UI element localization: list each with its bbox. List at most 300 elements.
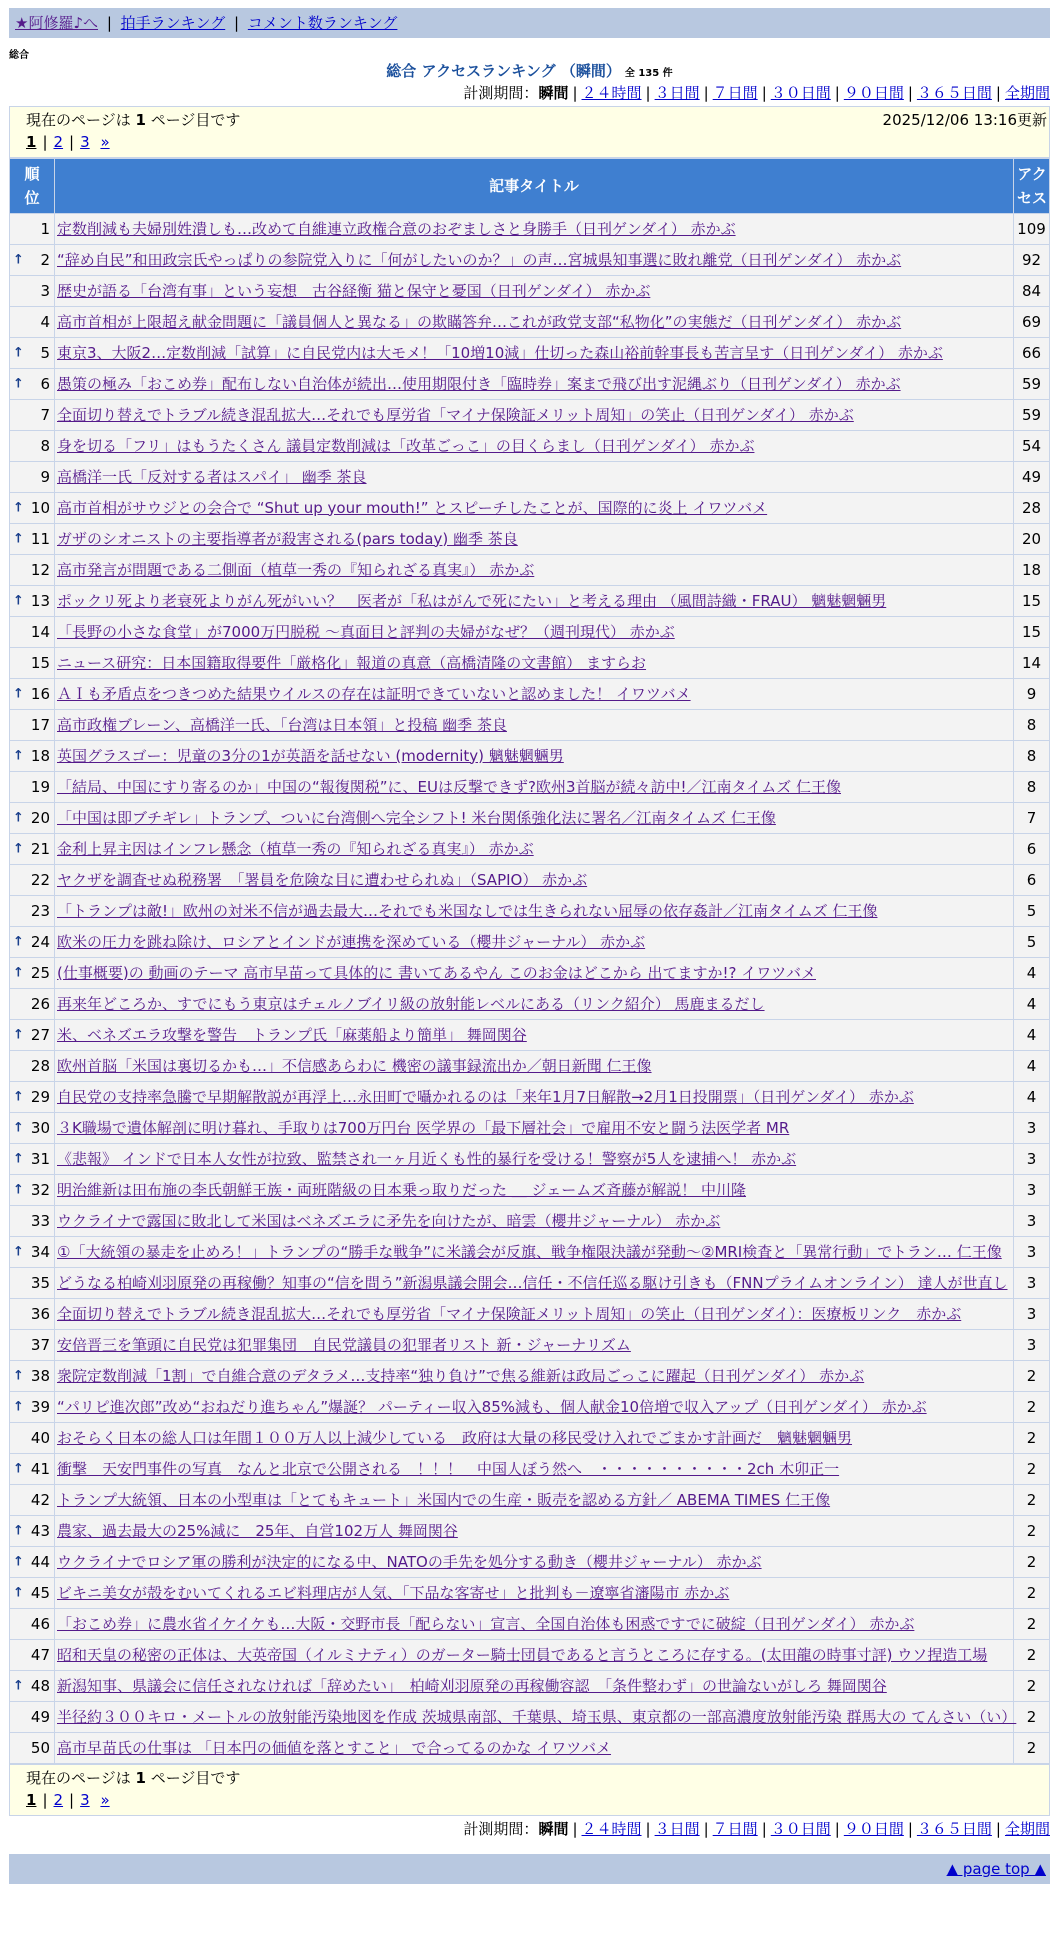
ranking-heading — [9, 60, 1050, 80]
table-row — [10, 741, 1050, 772]
table-row — [10, 772, 1050, 803]
table-row — [10, 245, 1050, 276]
access-count: 49 — [1014, 462, 1050, 493]
rank-number: 29 — [30, 1088, 50, 1106]
access-count: 15 — [1014, 586, 1050, 617]
article-link[interactable]: ポックリ死より老衰死よりがん死がいい？ 医者が「私はがんで死にたい」と考える理由 （風間詩織・FRAU） 魑魅魍魎男 — [57, 591, 887, 610]
rank-number: 21 — [30, 840, 50, 858]
access-count: 2 — [1014, 1640, 1050, 1671]
article-link[interactable]: 衝撃 天安門事件の写真 なんと北京で公開される ！！！ 中国人ぼう然へ ・・・・・・・・・・2ch 木卯正一 — [57, 1459, 840, 1478]
title-cell — [55, 276, 1014, 307]
article-link[interactable]: 定数削減も夫婦別姓潰しも…改めて自維連立政権合意のおぞましさと身勝手（日刊ゲンダイ） 赤かぶ — [57, 219, 736, 238]
table-row — [10, 1671, 1050, 1702]
title-cell — [55, 1361, 1014, 1392]
total-count: 全 135 件 — [624, 68, 673, 79]
access-header — [1014, 159, 1050, 214]
title-cell — [55, 338, 1014, 369]
pagination-next[interactable]: » — [100, 133, 110, 151]
pagination-separator: | — [42, 1791, 48, 1809]
table-row — [10, 493, 1050, 524]
table-row — [10, 865, 1050, 896]
title-cell — [55, 865, 1014, 896]
rank-cell — [10, 245, 55, 276]
period-separator: | — [703, 1820, 709, 1838]
table-header-row — [10, 159, 1050, 214]
rank-number: 13 — [30, 592, 50, 610]
title-cell — [55, 1175, 1014, 1206]
access-count: 14 — [1014, 648, 1050, 679]
period-link[interactable]: ３０日間 — [770, 84, 831, 102]
title-cell — [55, 1423, 1014, 1454]
rank-cell — [10, 1454, 55, 1485]
access-count: 2 — [1014, 1361, 1050, 1392]
rank-number: 22 — [30, 871, 50, 889]
title-cell — [55, 1733, 1014, 1764]
title-cell — [55, 307, 1014, 338]
access-count: 109 — [1014, 214, 1050, 245]
up-arrow-icon: ↑ — [13, 810, 24, 826]
access-count: 54 — [1014, 431, 1050, 462]
pager-status-row — [26, 109, 1049, 131]
access-count: 2 — [1014, 1733, 1050, 1764]
rank-number: 7 — [40, 406, 50, 424]
title-cell — [55, 1485, 1014, 1516]
period-link[interactable]: 全期間 — [1004, 84, 1050, 102]
article-link[interactable]: 自民党の支持率急騰で早期解散説が再浮上…永田町で囁かれるのは「来年1月7日解散→2月1日投開票」（日刊ゲンダイ） 赤かぶ — [57, 1087, 914, 1106]
table-row — [10, 276, 1050, 307]
period-link[interactable]: ２４時間 — [581, 1820, 642, 1838]
rank-cell — [10, 927, 55, 958]
up-arrow-icon: ↑ — [13, 748, 24, 764]
table-row — [10, 1268, 1050, 1299]
access-header-label: アクセス — [1016, 165, 1047, 207]
period-link[interactable]: ７日間 — [712, 84, 758, 102]
rank-cell — [10, 679, 55, 710]
table-row — [10, 896, 1050, 927]
title-cell — [55, 1330, 1014, 1361]
title-cell — [55, 958, 1014, 989]
period-selector-bottom — [9, 1816, 1050, 1842]
period-link[interactable]: ７日間 — [712, 1820, 758, 1838]
table-row — [10, 1609, 1050, 1640]
up-arrow-icon: ↑ — [13, 1151, 24, 1167]
title-cell — [55, 772, 1014, 803]
period-link[interactable]: ３６５日間 — [916, 1820, 992, 1838]
access-count: 2 — [1014, 1702, 1050, 1733]
title-cell — [55, 1547, 1014, 1578]
top-nav-bar — [9, 8, 1050, 38]
rank-cell — [10, 1082, 55, 1113]
up-arrow-icon: ↑ — [13, 252, 24, 268]
up-arrow-icon: ↑ — [13, 500, 24, 516]
up-arrow-icon: ↑ — [13, 1399, 24, 1415]
table-row — [10, 1175, 1050, 1206]
period-separator: | — [995, 84, 1001, 102]
access-count: 4 — [1014, 958, 1050, 989]
article-link[interactable]: 「結局、中国にすり寄るのか」中国の“報復関税”に、EUは反撃できず?欧州3首脳が続々訪中!／江南タイムズ 仁王像 — [57, 777, 841, 796]
pagination-next[interactable]: » — [100, 1791, 110, 1809]
rank-cell — [10, 1051, 55, 1082]
access-count: 8 — [1014, 772, 1050, 803]
rank-cell — [10, 1547, 55, 1578]
access-count: 7 — [1014, 803, 1050, 834]
rank-number: 25 — [30, 964, 50, 982]
access-count: 2 — [1014, 1547, 1050, 1578]
table-row — [10, 648, 1050, 679]
title-cell — [55, 648, 1014, 679]
title-header: 記事タイトル — [55, 159, 1014, 214]
access-count: 3 — [1014, 1144, 1050, 1175]
table-row — [10, 462, 1050, 493]
rank-cell — [10, 1578, 55, 1609]
table-row — [10, 1578, 1050, 1609]
title-cell — [55, 1671, 1014, 1702]
access-count: 6 — [1014, 834, 1050, 865]
rank-number: 31 — [30, 1150, 50, 1168]
access-count: 4 — [1014, 989, 1050, 1020]
rank-number: 28 — [30, 1057, 50, 1075]
article-link[interactable]: ニュース研究：日本国籍取得要件「厳格化」報道の真意（高橋清隆の文書館） ますらお — [57, 653, 647, 672]
rank-cell — [10, 338, 55, 369]
table-row — [10, 307, 1050, 338]
up-arrow-icon: ↑ — [13, 1244, 24, 1260]
nav-separator: | — [234, 14, 240, 32]
article-link[interactable]: “辞め自民”和田政宗氏やっぱりの参院党入りに「何がしたいのか？」の声…宮城県知事選に敗れ離党（日刊ゲンダイ） 赤かぶ — [57, 250, 902, 269]
page-title: 総合 アクセスランキング （瞬間） — [386, 62, 621, 80]
pagination-separator: | — [69, 1791, 75, 1809]
rank-cell — [10, 1702, 55, 1733]
rank-number: 14 — [30, 623, 50, 641]
table-row — [10, 958, 1050, 989]
rank-cell — [10, 276, 55, 307]
period-link[interactable]: ３日間 — [654, 84, 700, 102]
rank-number: 10 — [30, 499, 50, 517]
rank-cell — [10, 1330, 55, 1361]
clap-ranking-link[interactable]: 拍手ランキング — [120, 14, 226, 32]
rank-number: 42 — [30, 1491, 50, 1509]
access-count: 92 — [1014, 245, 1050, 276]
up-arrow-icon: ↑ — [13, 1523, 24, 1539]
table-row — [10, 1113, 1050, 1144]
article-link[interactable]: 欧州首脳「米国は裏切るかも…」不信感あらわに 機密の議事録流出か／朝日新聞 仁王像 — [57, 1056, 652, 1075]
article-link[interactable]: 英国グラスゴー：児童の3分の1が英語を話せない (modernity) 魑魅魍魎男 — [57, 746, 564, 765]
rank-number: 6 — [40, 375, 50, 393]
title-cell — [55, 214, 1014, 245]
rank-number: 36 — [30, 1305, 50, 1323]
article-link[interactable]: 高市首相がサウジとの会合で “Shut up your mouth!” とスピーチしたことが、国際的に炎上 イワツバメ — [57, 498, 768, 517]
period-separator: | — [907, 1820, 913, 1838]
rank-number: 40 — [30, 1429, 50, 1447]
title-cell — [55, 400, 1014, 431]
article-link[interactable]: “パリピ進次郎”改め“おねだり進ちゃん”爆誕？ パーティー収入85%減も、個人献金10倍増で収入アップ（日刊ゲンダイ） 赤かぶ — [57, 1397, 927, 1416]
pagination-current: 1 — [26, 1791, 37, 1809]
period-label: 計測期間： — [463, 84, 539, 102]
rank-cell — [10, 400, 55, 431]
title-cell — [55, 462, 1014, 493]
article-link[interactable]: 「おこめ券」に農水省イケイケも…大阪・交野市長「配らない」宣言、全国自治体も困惑ですでに破綻（日刊ゲンダイ） 赤かぶ — [57, 1614, 915, 1633]
title-cell — [55, 1144, 1014, 1175]
pager-top — [9, 106, 1050, 158]
title-cell — [55, 493, 1014, 524]
up-arrow-icon: ↑ — [13, 1368, 24, 1384]
access-count: 2 — [1014, 1454, 1050, 1485]
article-link[interactable]: 衆院定数削減「1割」で自維合意のデタラメ…支持率“独り負け”で焦る維新は政局ごっこに躍起（日刊ゲンダイ） 赤かぶ — [57, 1366, 865, 1385]
table-row — [10, 989, 1050, 1020]
pager-prefix: 現在のページは — [26, 1769, 131, 1787]
up-arrow-icon: ↑ — [13, 1027, 24, 1043]
rank-number: 24 — [30, 933, 50, 951]
pagination-link[interactable]: 3 — [80, 133, 90, 151]
rank-cell — [10, 1299, 55, 1330]
period-separator: | — [761, 84, 767, 102]
rank-cell — [10, 462, 55, 493]
table-row — [10, 710, 1050, 741]
article-link[interactable]: 身を切る「フリ」はもうたくさん 議員定数削減は「改革ごっこ」の目くらまし（日刊ゲンダイ） 赤かぶ — [57, 436, 755, 455]
article-link[interactable]: 東京3、大阪2…定数削減「試算」に自民党内は大モメ！「10増10減」仕切った森山裕前幹事長も苦言呈す（日刊ゲンダイ） 赤かぶ — [57, 343, 943, 362]
title-cell — [55, 1051, 1014, 1082]
table-row — [10, 1392, 1050, 1423]
rank-cell — [10, 1733, 55, 1764]
title-cell — [55, 834, 1014, 865]
ranking-table-body — [10, 214, 1050, 1764]
rank-number: 41 — [30, 1460, 50, 1478]
access-count: 5 — [1014, 927, 1050, 958]
period-current: 瞬間 — [538, 84, 569, 102]
article-link[interactable]: ビキニ美女が殻をむいてくれるエビ料理店が人気、「下品な客寄せ」と批判も－遼寧省瀋陽市 赤かぶ — [57, 1583, 730, 1602]
up-arrow-icon: ↑ — [13, 1585, 24, 1601]
article-link[interactable]: (仕事概要)の 動画のテーマ 高市早苗って具体的に 書いてあるやん このお金はどこから 出てますか!? イワツバメ — [57, 963, 816, 982]
article-link[interactable]: トランプ大統領、日本の小型車は「とてもキュート」米国内での生産・販売を認める方針／ ABEMA TIMES 仁王像 — [57, 1490, 831, 1509]
pager-status — [26, 109, 240, 131]
article-link[interactable]: 明治維新は田布施の李氏朝鮮王族・両班階級の日本乗っ取りだった ＿ ジェームズ斉藤が解説！ 中川隆 — [57, 1180, 747, 1199]
article-link[interactable]: ウクライナでロシア軍の勝利が決定的になる中、NATOの手先を処分する動き（櫻井ジャーナル） 赤かぶ — [57, 1552, 762, 1571]
rank-number: 23 — [30, 902, 50, 920]
title-cell — [55, 1702, 1017, 1733]
article-link[interactable]: 高市政権ブレーン、高橋洋一氏、「台湾は日本領」と投稿 幽季 茶良 — [57, 715, 507, 734]
access-count: 2 — [1014, 1485, 1050, 1516]
table-row — [10, 1361, 1050, 1392]
period-link[interactable]: ３日間 — [654, 1820, 700, 1838]
rank-number: 19 — [30, 778, 50, 796]
title-cell — [55, 679, 1014, 710]
article-link[interactable]: ＡＩも矛盾点をつきつめた結果ウイルスの存在は証明できていないと認めました！ イワツバメ — [57, 684, 691, 703]
title-cell — [55, 586, 1014, 617]
article-link[interactable]: ヤクザを調査せぬ税務署 「署員を危険な目に遭わせられぬ」（SAPIO） 赤かぶ — [57, 870, 588, 889]
article-link[interactable]: 高市早苗氏の仕事は 「日本円の価値を落とすこと」 で合ってるのかな イワツバメ — [57, 1738, 612, 1757]
rank-number: 16 — [30, 685, 50, 703]
article-link[interactable]: 全面切り替えでトラブル続き混乱拡大…それでも厚労省「マイナ保険証メリット周知」の笑止（日刊ゲンダイ）：医療板リンク 赤かぶ — [57, 1304, 962, 1323]
title-cell — [55, 1609, 1014, 1640]
title-cell — [55, 1206, 1014, 1237]
article-link[interactable]: 歴史が語る「台湾有事」という妄想 古谷経衡 猫と保守と憂国（日刊ゲンダイ） 赤かぶ — [57, 281, 651, 300]
rank-number: 39 — [30, 1398, 50, 1416]
rank-cell — [10, 1640, 55, 1671]
rank-number: 38 — [30, 1367, 50, 1385]
period-separator: | — [834, 1820, 840, 1838]
rank-cell — [10, 1206, 55, 1237]
rank-number: 34 — [30, 1243, 50, 1261]
article-link[interactable]: 高市発言が問題である二側面（植草一秀の『知られざる真実』） 赤かぶ — [57, 560, 535, 579]
rank-number: 20 — [30, 809, 50, 827]
table-row — [10, 1640, 1050, 1671]
article-link[interactable]: 新潟知事、県議会に信任されなければ「辞めたい」 柏崎刈羽原発の再稼働容認 「条件整わず」の世論ないがしろ 舞岡関谷 — [57, 1676, 887, 1695]
article-link[interactable]: ウクライナで露国に敗北して米国はベネズエラに矛先を向けたが、暗雲（櫻井ジャーナル） 赤かぶ — [57, 1211, 721, 1230]
rank-cell — [10, 741, 55, 772]
article-link[interactable]: 「長野の小さな食堂」が7000万円脱税 ～真面目と評判の夫婦がなぜ？（週刊現代） 赤かぶ — [57, 622, 675, 641]
article-link[interactable]: 《悲報》 インドで日本人女性が拉致、監禁され一ヶ月近くも性的暴行を受ける！警察が5人を逮捕へ！ 赤かぶ — [57, 1149, 797, 1168]
article-link[interactable]: 農家、過去最大の25%減に 25年、自営102万人 舞岡関谷 — [57, 1521, 458, 1540]
article-link[interactable]: おそらく日本の総人口は年間１００万人以上減少している 政府は大量の移民受け入れでごまかす計画だ 魑魅魍魎男 — [57, 1428, 853, 1447]
access-count: 2 — [1014, 1609, 1050, 1640]
pagination-link[interactable]: 3 — [80, 1791, 90, 1809]
up-arrow-icon: ↑ — [13, 934, 24, 950]
access-count: 4 — [1014, 1020, 1050, 1051]
rank-number: 11 — [30, 530, 50, 548]
title-cell — [55, 1516, 1014, 1547]
article-link[interactable]: 全面切り替えでトラブル続き混乱拡大…それでも厚労省「マイナ保険証メリット周知」の笑止（日刊ゲンダイ） 赤かぶ — [57, 405, 854, 424]
period-link[interactable]: ９０日間 — [843, 84, 904, 102]
pager-prefix: 現在のページは — [26, 111, 131, 129]
comment-ranking-link[interactable]: コメント数ランキング — [247, 14, 398, 32]
table-row — [10, 586, 1050, 617]
pager-suffix: ページ目です — [150, 1769, 241, 1787]
article-link[interactable]: ガザのシオニストの主要指導者が殺害される(pars today) 幽季 茶良 — [57, 529, 518, 548]
article-link[interactable]: 「中国は即ブチギレ」トランプ、ついに台湾側へ完全シフト! 米台関係強化法に署名／江南タイムズ 仁王像 — [57, 808, 776, 827]
article-link[interactable]: 「トランプは敵!」欧州の対米不信が過去最大…それでも米国なしでは生きられない屈辱の依存姦計／江南タイムズ 仁王像 — [57, 901, 878, 920]
title-cell — [55, 1299, 1014, 1330]
access-count: 18 — [1014, 555, 1050, 586]
title-cell — [55, 1237, 1014, 1268]
updated-timestamp: 2025/12/06 13:16更新 — [882, 111, 1047, 129]
rank-number: 45 — [30, 1584, 50, 1602]
pager-status-row — [26, 1767, 1049, 1789]
rank-cell — [10, 1609, 55, 1640]
rank-cell — [10, 1361, 55, 1392]
period-link[interactable]: ３６５日間 — [916, 84, 992, 102]
rank-number: 49 — [30, 1708, 50, 1726]
rank-number: 30 — [30, 1119, 50, 1137]
article-link[interactable]: 欧米の圧力を跳ね除け、ロシアとインドが連携を深めている（櫻井ジャーナル） 赤かぶ — [57, 932, 646, 951]
article-link[interactable]: 安倍晋三を筆頭に自民党は犯罪集団 自民党議員の犯罪者リスト 新・ジャーナリズム — [57, 1335, 631, 1354]
article-link[interactable]: ３K職場で遺体解剖に明け暮れ、手取りは700万円台 医学界の「最下層社会」で雇用不安と闘う法医学者 MR — [57, 1118, 790, 1137]
article-link[interactable]: 金利上昇主因はインフレ懸念（植草一秀の『知られざる真実』） 赤かぶ — [57, 839, 534, 858]
rank-number: 5 — [40, 344, 50, 362]
access-count: 59 — [1014, 400, 1050, 431]
rank-number: 46 — [30, 1615, 50, 1633]
access-count: 6 — [1014, 865, 1050, 896]
period-separator: | — [645, 84, 651, 102]
title-cell — [55, 369, 1014, 400]
up-arrow-icon: ↑ — [13, 593, 24, 609]
table-row — [10, 1423, 1050, 1454]
table-row — [10, 1485, 1050, 1516]
period-link[interactable]: 全期間 — [1004, 1820, 1050, 1838]
table-row — [10, 214, 1050, 245]
rank-cell — [10, 772, 55, 803]
table-row — [10, 400, 1050, 431]
table-row — [10, 1206, 1050, 1237]
article-link[interactable]: 米、ベネズエラ攻撃を警告 トランプ氏「麻薬船より簡単」 舞岡関谷 — [57, 1025, 527, 1044]
access-count: 3 — [1014, 1206, 1050, 1237]
rank-number: 18 — [30, 747, 50, 765]
access-count: 2 — [1014, 1671, 1050, 1702]
article-link[interactable]: 昭和天皇の秘密の正体は、大英帝国（イルミナティ）のガーター騎士団員であると言うところに存する。(太田龍の時事寸評) ウソ捏造工場 — [57, 1645, 988, 1664]
rank-number: 32 — [30, 1181, 50, 1199]
period-link[interactable]: ２４時間 — [581, 84, 642, 102]
title-cell — [55, 989, 1014, 1020]
access-count: 4 — [1014, 1051, 1050, 1082]
article-link[interactable]: ①「大統領の暴走を止めろ！」トランプの“勝手な戦争”に米議会が反旗、戦争権限決議が発動～②MRI検査と「異常行動」でトラン… 仁王像 — [57, 1242, 1002, 1261]
title-cell — [55, 524, 1014, 555]
table-row — [10, 803, 1050, 834]
rank-number: 47 — [30, 1646, 50, 1664]
article-link[interactable]: 高橋洋一氏「反対する者はスパイ」 幽季 茶良 — [57, 467, 367, 486]
up-arrow-icon: ↑ — [13, 531, 24, 547]
title-cell — [55, 1640, 1014, 1671]
period-link[interactable]: ９０日間 — [843, 1820, 904, 1838]
pagination-current: 1 — [26, 133, 37, 151]
table-row — [10, 1237, 1050, 1268]
period-link[interactable]: ３０日間 — [770, 1820, 831, 1838]
access-count: 84 — [1014, 276, 1050, 307]
access-count: 28 — [1014, 493, 1050, 524]
up-arrow-icon: ↑ — [13, 376, 24, 392]
up-arrow-icon: ↑ — [13, 1182, 24, 1198]
rank-cell — [10, 989, 55, 1020]
period-label: 計測期間： — [463, 1820, 539, 1838]
access-count: 66 — [1014, 338, 1050, 369]
up-arrow-icon: ↑ — [13, 1554, 24, 1570]
rank-number: 17 — [30, 716, 50, 734]
rank-number: 8 — [40, 437, 50, 455]
rank-cell — [10, 586, 55, 617]
rank-number: 12 — [30, 561, 50, 579]
rank-number: 2 — [40, 251, 50, 269]
access-count: 9 — [1014, 679, 1050, 710]
article-link[interactable]: 半径約３００キロ・メートルの放射能汚染地図を作成 茨城県南部、千葉県、埼玉県、東京都の一部高濃度放射能汚染 群馬大の てんさい（い） — [57, 1707, 1017, 1726]
title-cell — [55, 431, 1014, 462]
article-link[interactable]: 高市首相が上限超え献金問題に「議員個人と異なる」の欺瞞答弁…これが政党支部“私物化”の実態だ（日刊ゲンダイ） 赤かぶ — [57, 312, 902, 331]
rank-cell — [10, 1144, 55, 1175]
article-link[interactable]: 再来年どころか、すでにもう東京はチェルノブイリ級の放射能レベルにある（リンク紹介） 馬鹿まるだし — [57, 994, 765, 1013]
table-row — [10, 369, 1050, 400]
article-link[interactable]: 愚策の極み「おこめ券」配布しない自治体が続出…使用期限付き「臨時券」案まで飛び出す泥縄ぶり（日刊ゲンダイ） 赤かぶ — [57, 374, 901, 393]
rank-number: 37 — [30, 1336, 50, 1354]
table-row — [10, 1299, 1050, 1330]
pager-suffix: ページ目です — [150, 111, 241, 129]
pagination-link[interactable]: 2 — [53, 133, 64, 151]
article-link[interactable]: どうなる柏崎刈羽原発の再稼働？知事の“信を問う”新潟県議会開会…信任・不信任巡る駆け引きも（FNNプライムオンライン） 達人が世直し — [57, 1273, 1008, 1292]
access-count: 3 — [1014, 1175, 1050, 1206]
rank-cell — [10, 369, 55, 400]
period-separator: | — [834, 84, 840, 102]
home-link[interactable]: ★阿修羅♪へ — [15, 14, 99, 32]
ranking-table — [9, 158, 1050, 1764]
period-separator: | — [907, 84, 913, 102]
pagination-link[interactable]: 2 — [53, 1791, 64, 1809]
access-count: 2 — [1014, 1392, 1050, 1423]
page-top-link[interactable]: ▲ page top ▲ — [946, 1860, 1046, 1878]
pagination-separator: | — [69, 133, 75, 151]
title-cell — [55, 1082, 1014, 1113]
rank-number: 9 — [40, 468, 50, 486]
title-cell — [55, 927, 1014, 958]
access-count: 8 — [1014, 710, 1050, 741]
table-row — [10, 555, 1050, 586]
title-cell — [55, 741, 1014, 772]
rank-cell — [10, 493, 55, 524]
access-count: 2 — [1014, 1516, 1050, 1547]
